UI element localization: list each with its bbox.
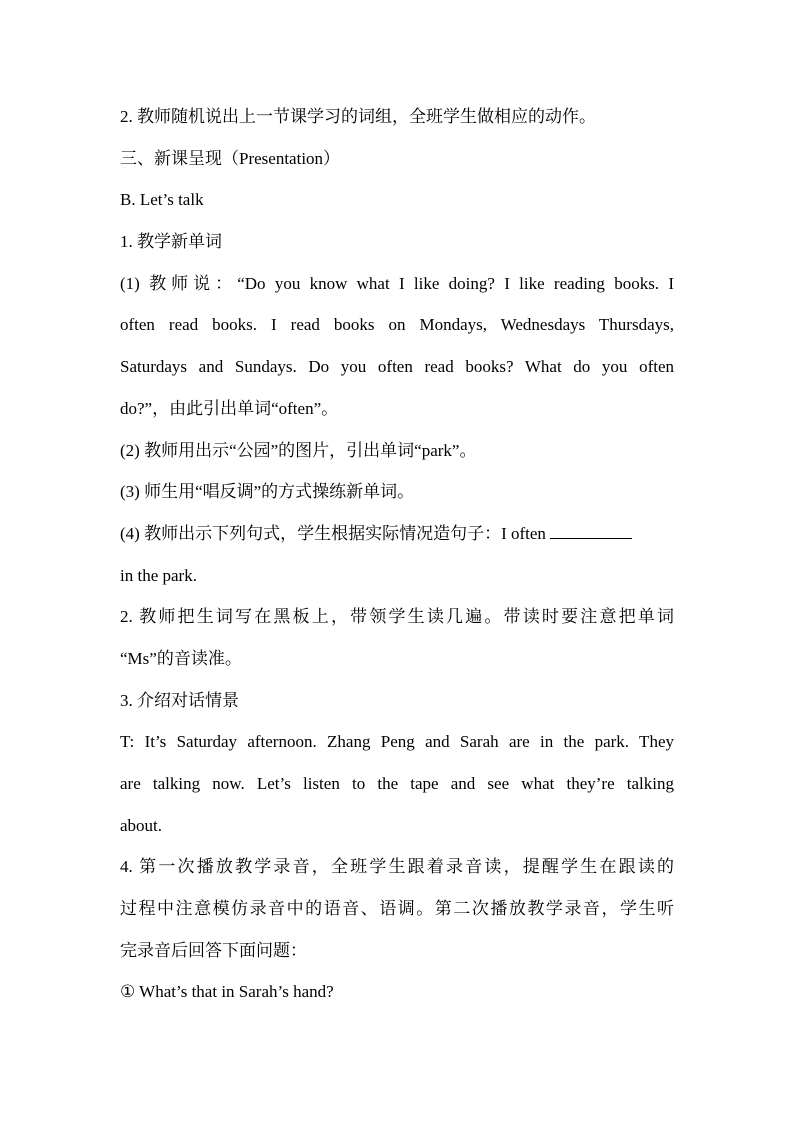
item-4-line-1 (120, 513, 674, 555)
fill-in-blank (550, 524, 632, 539)
step-4-line-2: 过程中注意模仿录音中的语音、语调。第二次播放教学录音，学生听 (120, 899, 674, 919)
section-heading-presentation: 三、新课呈现（Presentation） (120, 148, 341, 168)
question-1: ① What’s that in Sarah’s hand? (120, 982, 334, 1002)
document-body (120, 96, 674, 1013)
item-4-text: (4) 教师出示下列句式，学生根据实际情况造句子：I often (120, 523, 546, 543)
dialogue-line-3: about. (120, 815, 163, 835)
item-3: (3) 师生用“唱反调”的方式操练新单词。 (120, 482, 415, 502)
step-4-line-1: 4. 第一次播放教学录音，全班学生跟着录音读，提醒学生在跟读的 (120, 857, 674, 877)
dialogue-line-2: are talking now. Let’s listen to the tape and see what they’re talking (120, 774, 674, 793)
subsection-lets-talk: B. Let’s talk (120, 190, 204, 210)
step-2-line-1: 2. 教师把生词写在黑板上，带领学生读几遍。带读时要注意把单词 (120, 607, 674, 627)
step-1-heading: 1. 教学新单词 (120, 232, 222, 252)
review-step-2: 2. 教师随机说出上一节课学习的词组，全班学生做相应的动作。 (120, 107, 596, 126)
item-2: (2) 教师用出示“公园”的图片，引出单词“park”。 (120, 440, 477, 460)
step-3-heading: 3. 介绍对话情景 (120, 690, 239, 710)
item-1-line-2: often read books. I read books on Mondays, Wednesdays Thursdays, (120, 315, 674, 335)
item-1-line-3: Saturdays and Sundays. Do you often read books? What do you often (120, 357, 674, 377)
item-1-line-1: (1) 教师说：“Do you know what I like doing? I like reading books. I (120, 273, 674, 293)
step-2-line-2: “Ms”的音读准。 (120, 648, 242, 668)
step-4-line-3: 完录音后回答下面问题： (120, 940, 307, 960)
item-4-line-2: in the park. (120, 565, 197, 585)
dialogue-line-1: T: It’s Saturday afternoon. Zhang Peng and Sarah are in the park. They (120, 732, 674, 752)
item-1-line-4: do?”，由此引出单词“often”。 (120, 398, 339, 418)
